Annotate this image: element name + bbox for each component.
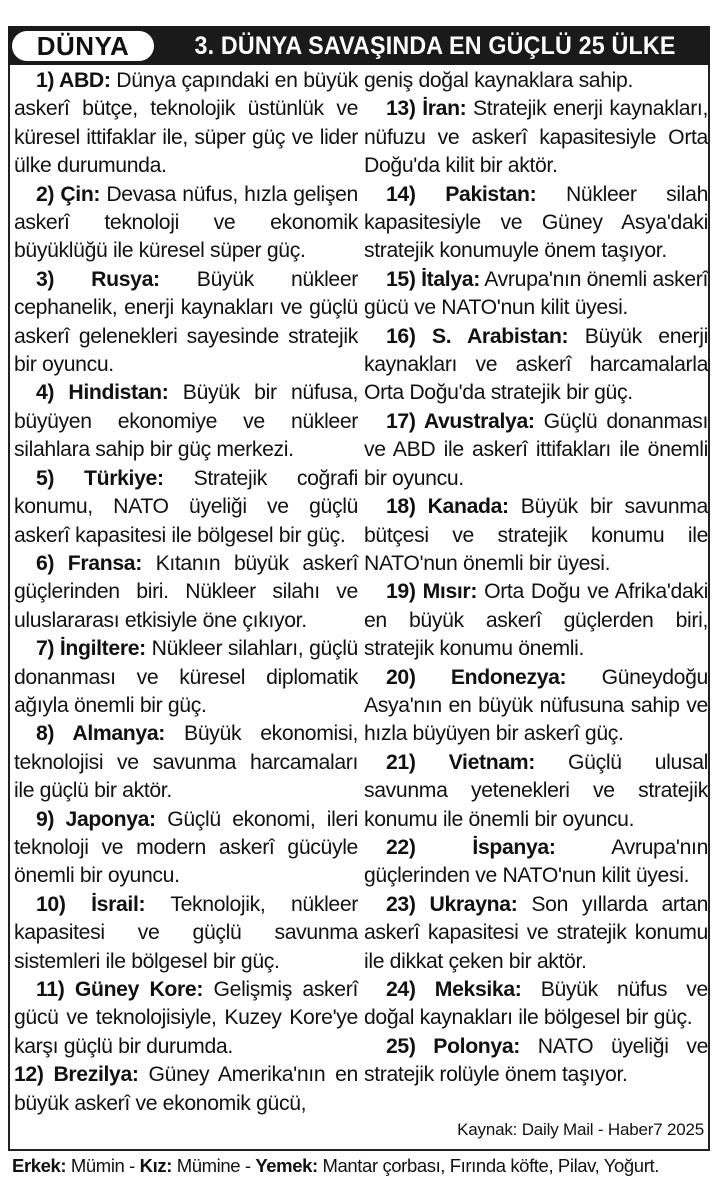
entry-text: Güneydoğu Asya'nın en büyük nüfusuna sahip ve hızla büyüyen bir askerî güç. <box>364 665 708 746</box>
entry-text: Güçlü ekonomi, ileri teknoloji ve modern askerî gücüyle önemli bir oyuncu. <box>14 807 358 888</box>
entry-text: Nükleer silah kapasitesiyle ve Güney Asya'daki stratejik konumuyle önem taşıyor. <box>364 182 709 263</box>
entry-label: 20) Endonezya: <box>386 665 567 689</box>
entry-text: Teknolojik, nükleer kapasitesi ve güçlü savunma sistemleri ile bölgesel bir güç. <box>14 892 358 973</box>
entry-label: 13) İran: <box>386 97 467 121</box>
entry-label: 18) Kanada: <box>386 495 509 519</box>
yemek-label: Yemek: <box>255 1155 318 1176</box>
footer-line <box>12 1153 712 1179</box>
entry-label: 12) Brezilya: <box>14 1063 139 1087</box>
list-item <box>364 1033 708 1090</box>
entry-label: 11) Güney Kore: <box>36 978 204 1001</box>
entry-text: Devasa nüfus, hızla gelişen askerî teknoloji ve ekonomik büyüklüğü ile küresel süper güç. <box>14 182 358 263</box>
list-item <box>14 806 358 891</box>
entry-text: Büyük nükleer cephanelik, enerji kaynakları ve güçlü askerî gelenekleri sayesinde stratejik bir oyuncu. <box>14 267 358 377</box>
entry-label: 25) Polonya: <box>386 1034 520 1058</box>
entry-text: Büyük bir savunma bütçesi ve stratejik konumu ile NATO'nun önemli bir üyesi. <box>364 495 708 575</box>
entry-label: 6) Fransa: <box>36 551 142 575</box>
entry-label: 5) Türkiye: <box>36 466 164 490</box>
entry-text: NATO üyeliği ve stratejik rolüyle önem taşıyor. <box>364 1034 708 1087</box>
entry-label: 22) İspanya: <box>386 835 556 859</box>
entry-label: 1) ABD: <box>36 69 111 92</box>
list-item <box>364 834 708 891</box>
entry-text: Güney Amerika'nın en büyük askerî ve ekonomik gücü, <box>14 1063 358 1115</box>
entry-text: Son yıllarda artan askerî kapasitesi ve stratejik konumu ile dikkat çeken bir aktör. <box>364 892 708 973</box>
headline: 3. DÜNYA SAVAŞINDA EN GÜÇLÜ 25 ÜLKE <box>194 32 676 60</box>
entry-text: Dünya çapındaki en büyük askerî bütçe, teknolojik üstünlük ve küresel ittifaklar ile, süper güç ve lider ülke durumunda. <box>14 69 359 178</box>
entry-text: Büyük enerji kaynakları ve askerî harcamalarla Orta Doğu'da stratejik bir güç. <box>364 324 708 405</box>
erkek-label: Erkek: <box>12 1155 67 1176</box>
entry-text: Nükleer silahları, güçlü donanması ve küresel diplomatik ağıyla önemli bir güç. <box>14 637 358 717</box>
entry-text: Stratejik enerji kaynakları, nüfuzu ve askerî kapasitesiyle Orta Doğu'da kilit bir aktör. <box>364 97 708 178</box>
list-item <box>364 664 708 749</box>
entry-label: 23) Ukrayna: <box>386 892 518 916</box>
continued-text: geniş doğal kaynaklara sahip. <box>364 69 634 92</box>
entry-label: 21) Vietnam: <box>386 750 535 774</box>
entry-text: Güçlü ulusal savunma yetenekleri ve stratejik konumu ile önemli bir oyuncu. <box>364 750 708 831</box>
entry-text: Gelişmiş askerî gücü ve teknolojisiyle, Kuzey Kore'ye karşı güçlü bir durumda. <box>14 978 358 1058</box>
list-item <box>364 891 708 976</box>
source-credit: Kaynak: Daily Mail - Haber7 2025 <box>457 1120 704 1139</box>
list-item <box>364 493 708 578</box>
entry-label: 17) Avustralya: <box>386 409 535 433</box>
list-item <box>14 67 358 181</box>
right-column <box>364 67 708 1090</box>
entry-label: 19) Mısır: <box>386 580 478 604</box>
erkek-value: Mümin - <box>66 1155 140 1176</box>
entry-text: Avrupa'nın güçlerinden ve NATO'nun kilit üyesi. <box>364 835 708 888</box>
entry-label: 15) İtalya: <box>386 267 480 291</box>
list-item <box>14 891 358 976</box>
list-item <box>14 266 358 380</box>
entry-label: 4) Hindistan: <box>36 381 169 405</box>
list-item <box>14 976 358 1061</box>
entry-label: 16) S. Arabistan: <box>386 324 569 348</box>
entry-text: Güçlü donanması ve ABD ile askerî ittifakları ile önemli bir oyuncu. <box>364 409 708 490</box>
entry-label: 14) Pakistan: <box>386 182 537 206</box>
entry-label: 9) Japonya: <box>36 807 156 831</box>
list-item <box>14 635 358 720</box>
entry-text: Büyük ekonomisi, teknolojisi ve savunma harcamaları ile güçlü bir aktör. <box>14 722 359 803</box>
list-item <box>14 1061 358 1118</box>
list-item <box>364 95 708 180</box>
entry-text: Stratejik coğrafi konumu, NATO üyeliği ve güçlü askerî kapasitesi ile bölgesel bir güç. <box>14 466 358 547</box>
list-item <box>14 379 358 464</box>
list-item <box>364 578 708 663</box>
entry-label: 3) Rusya: <box>36 267 160 291</box>
entry-text: Orta Doğu ve Afrika'daki en büyük askerî güçlerden biri, stratejik konumu önemli. <box>364 580 708 661</box>
entry-label: 24) Meksika: <box>386 978 522 1001</box>
entry-text: Büyük nüfus ve doğal kaynakları ile bölgesel bir güç. <box>364 978 708 1030</box>
entry-label: 8) Almanya: <box>36 722 165 746</box>
kiz-label: Kız: <box>139 1155 172 1176</box>
list-item <box>364 408 708 493</box>
entry-text: Kıtanın büyük askerî güçlerinden biri. Nükleer silahı ve uluslararası etkisiyle öne çıkıyor. <box>14 551 358 632</box>
entry-text: Avrupa'nın önemli askerî gücü ve NATO'nun kilit üyesi. <box>364 267 709 320</box>
section-tag: DÜNYA <box>12 31 154 61</box>
entry-label: 10) İsrail: <box>36 892 146 916</box>
list-item <box>364 266 708 323</box>
entry-text: Büyük bir nüfusa, büyüyen ekonomiye ve nükleer silahlara sahip bir güç merkezi. <box>14 381 358 462</box>
list-item <box>14 720 358 805</box>
list-item <box>364 749 708 834</box>
kiz-value: Mümine - <box>171 1155 256 1176</box>
list-item <box>364 181 708 266</box>
entry-label: 2) Çin: <box>36 182 101 206</box>
list-item <box>364 976 708 1033</box>
entry-label: 7) İngiltere: <box>36 637 146 661</box>
list-item <box>14 550 358 635</box>
left-column <box>14 67 358 1118</box>
list-item <box>14 181 358 266</box>
yemek-value: Mantar çorbası, Fırında köfte, Pilav, Yoğurt. <box>317 1155 659 1176</box>
list-item <box>364 323 708 408</box>
list-item <box>14 465 358 550</box>
